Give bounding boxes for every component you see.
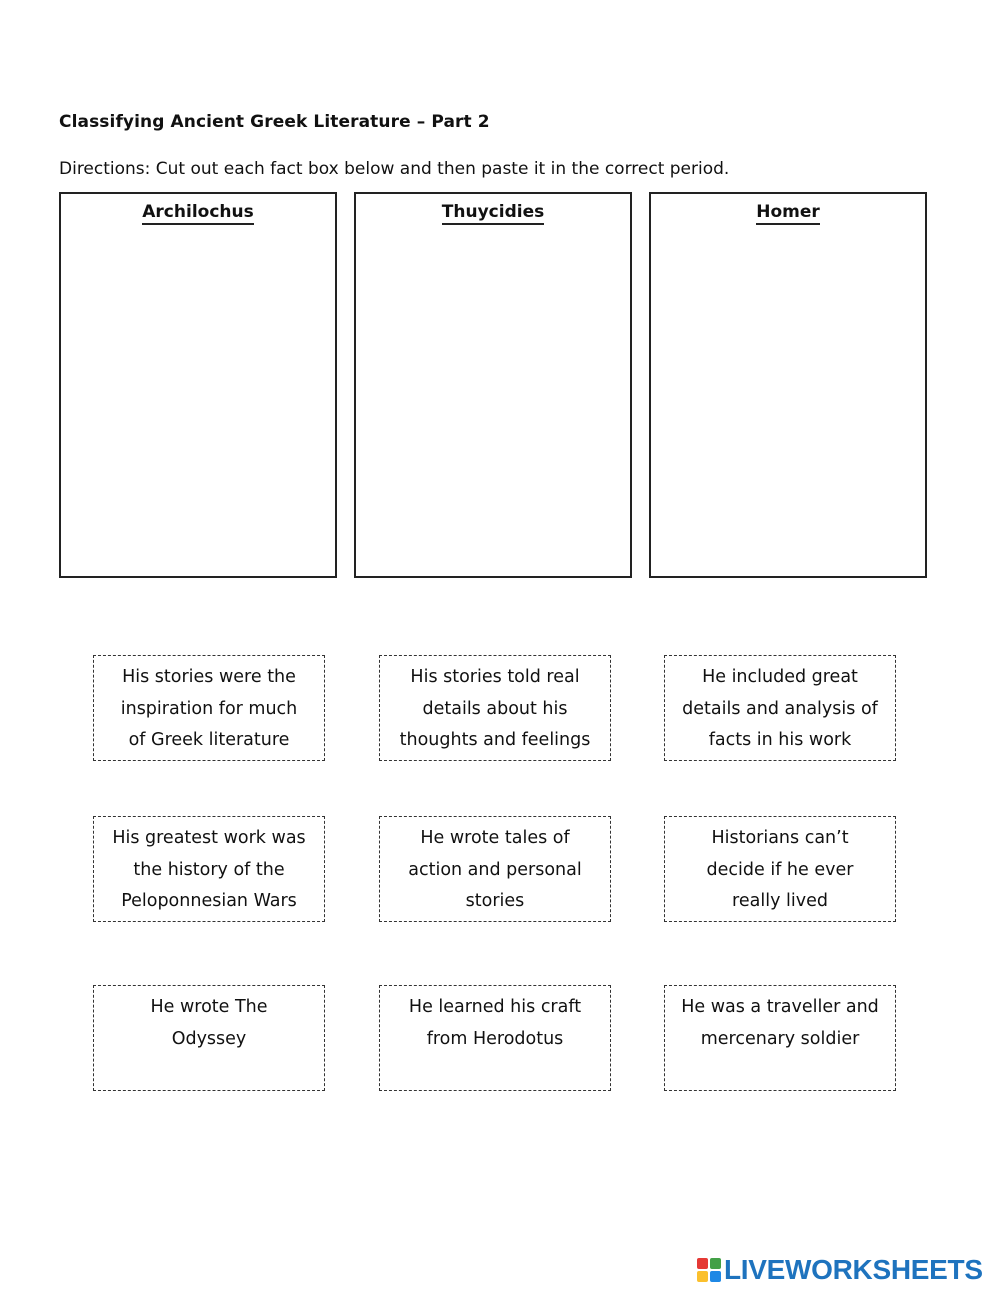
fact-line: details about his: [422, 698, 568, 719]
worksheet-title: Classifying Ancient Greek Literature – Part 2: [59, 112, 490, 132]
fact-line: of Greek literature: [128, 730, 290, 750]
fact-card[interactable]: [93, 985, 325, 1091]
logo-square: [697, 1271, 708, 1282]
fact-line: facts in his work: [708, 730, 852, 750]
fact-line: really lived: [732, 891, 828, 911]
logo-square: [710, 1271, 721, 1282]
column-heading: [61, 202, 335, 222]
fact-card[interactable]: [379, 985, 611, 1091]
fact-line: His stories were the: [122, 667, 296, 687]
fact-line: Historians can’t: [711, 828, 849, 848]
column-heading: [356, 202, 630, 222]
fact-card[interactable]: [93, 816, 325, 922]
fact-line: He wrote The: [150, 997, 268, 1017]
fact-card[interactable]: [664, 655, 896, 761]
fact-line: stories: [465, 891, 525, 911]
fact-line: He wrote tales of: [420, 828, 570, 848]
column-heading-label: Homer: [756, 202, 820, 225]
fact-line: thoughts and feelings: [399, 730, 591, 750]
liveworksheets-logo[interactable]: [697, 1254, 983, 1286]
fact-line: details and analysis of: [682, 698, 878, 719]
fact-line: mercenary soldier: [700, 1028, 860, 1049]
column-box-thuycidies[interactable]: [354, 192, 632, 578]
fact-card[interactable]: [379, 655, 611, 761]
fact-card[interactable]: [379, 816, 611, 922]
fact-line: He included great: [702, 667, 858, 687]
column-box-archilochus[interactable]: [59, 192, 337, 578]
fact-line: His stories told real: [410, 667, 580, 687]
column-box-homer[interactable]: [649, 192, 927, 578]
column-heading: [651, 202, 925, 222]
logo-square: [697, 1258, 708, 1269]
directions-text: Directions: Cut out each fact box below and then paste it in the correct period.: [59, 159, 730, 179]
fact-card[interactable]: [664, 816, 896, 922]
fact-line: His greatest work was: [112, 828, 306, 848]
fact-line: from Herodotus: [426, 1028, 564, 1049]
logo-text: LIVEWORKSHEETS: [724, 1254, 983, 1285]
column-heading-label: Archilochus: [142, 202, 253, 225]
fact-line: Peloponnesian Wars: [121, 891, 297, 911]
fact-card[interactable]: [664, 985, 896, 1091]
fact-card[interactable]: [93, 655, 325, 761]
logo-square: [710, 1258, 721, 1269]
logo-grid-icon: [697, 1258, 721, 1282]
fact-line: He was a traveller and: [681, 997, 879, 1017]
fact-line: Odyssey: [171, 1028, 247, 1049]
fact-line: action and personal: [408, 859, 582, 880]
column-heading-label: Thuycidies: [442, 202, 544, 225]
fact-line: He learned his craft: [408, 997, 582, 1017]
fact-line: inspiration for much: [120, 698, 298, 719]
fact-line: the history of the: [133, 859, 285, 880]
fact-line: decide if he ever: [706, 859, 854, 880]
